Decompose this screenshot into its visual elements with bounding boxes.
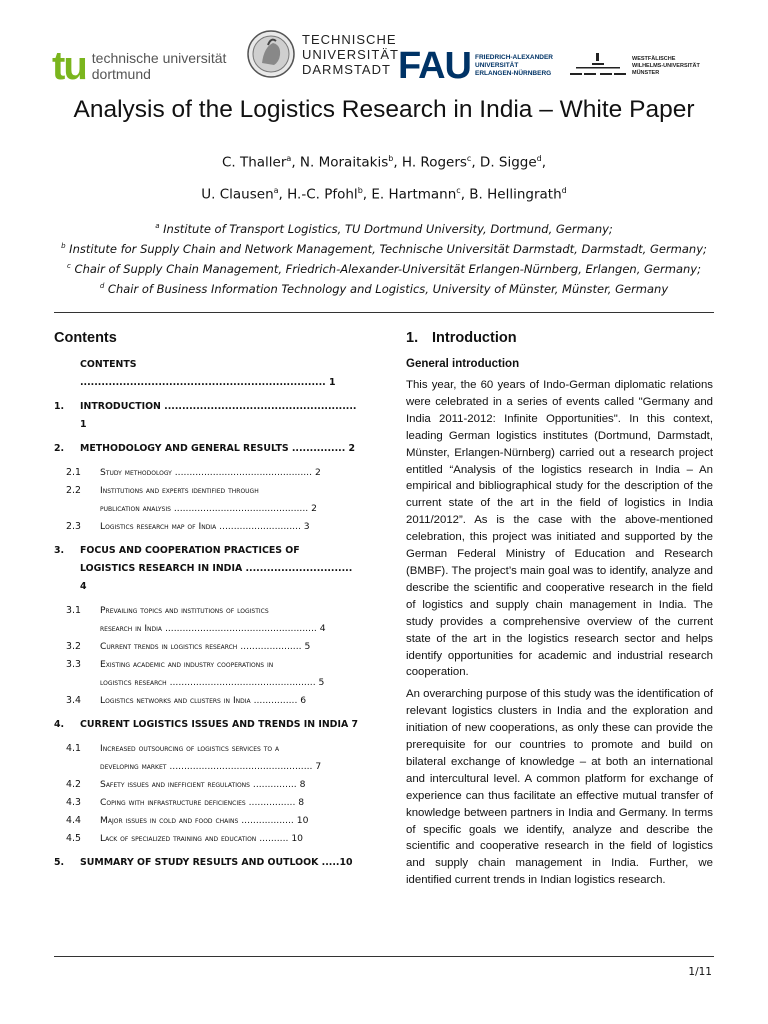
tu-dortmund-line2: dortmund	[91, 66, 151, 82]
toc-entry-text: Lack of specialized training and education .......... 10	[100, 833, 304, 844]
toc-entry[interactable]	[54, 602, 362, 620]
toc-entry-number: 2.1	[66, 467, 81, 478]
toc-entry-number: 4.1	[66, 743, 81, 754]
author-line-1	[0, 154, 768, 171]
author-separator: ,	[460, 186, 470, 203]
general-introduction-heading: General introduction	[406, 358, 520, 370]
wwu-line3: MÜNSTER	[632, 69, 660, 76]
author-affiliation-mark: c	[466, 154, 472, 163]
fau-line3: ERLANGEN-NÜRNBERG	[475, 70, 552, 77]
footer-divider	[54, 956, 714, 957]
toc-entry-text: Existing academic and industry cooperations in	[100, 659, 274, 670]
wwu-line1: WESTFÄLISCHE	[632, 55, 676, 62]
toc-entry-text: Increased outsourcing of logistics services to a	[100, 743, 280, 754]
toc-entry-number: 1.	[54, 401, 65, 412]
tu-dortmund-logo	[52, 38, 226, 94]
toc-entry[interactable]	[54, 500, 362, 518]
tu-dortmund-line1: technische universität	[91, 50, 227, 66]
toc-entry[interactable]	[54, 464, 362, 482]
toc-entry-text: CURRENT LOGISTICS ISSUES AND TRENDS IN INDIA 7	[80, 719, 358, 730]
toc-entry-number: 3.3	[66, 659, 81, 670]
toc-entry[interactable]	[54, 518, 362, 536]
author-separator: ,	[291, 154, 300, 171]
toc-entry-text: research in India .................................................... 4	[100, 623, 326, 634]
author-affiliation-mark: a	[273, 186, 279, 195]
fau-mark: FAU	[398, 45, 471, 87]
toc-entry-number: 4.4	[66, 815, 81, 826]
author-name: N. Moraitakis	[299, 154, 389, 171]
toc-entry-number: 3.	[54, 545, 65, 556]
author-line-2	[0, 186, 768, 203]
author-name: H.-C. Pfohl	[287, 186, 358, 203]
toc-entry-text: Study methodology ............................................... 2	[100, 467, 321, 478]
wwu-line2: WILHELMS-UNIVERSITÄT	[632, 62, 700, 69]
toc-entry[interactable]	[54, 716, 362, 734]
tu-darmstadt-logo	[246, 26, 399, 82]
toc-entry[interactable]	[54, 692, 362, 710]
toc-entry-text: SUMMARY OF STUDY RESULTS AND OUTLOOK .....10	[80, 857, 353, 868]
page-number: 1/11	[688, 966, 712, 978]
toc-entry-text: Safety issues and inefficient regulations ............... 8	[100, 779, 306, 790]
wwu-emblem-icon	[570, 51, 626, 81]
toc-entry-text: Current trends in logistics research ..................... 5	[100, 641, 311, 652]
introduction-section	[406, 330, 713, 894]
fau-logo	[398, 38, 553, 94]
tu-darmstadt-line3: DARMSTADT	[302, 61, 391, 77]
toc-entry-number: 2.3	[66, 521, 81, 532]
author-name: B. Hellingrath	[469, 186, 562, 203]
author-name: H. Rogers	[401, 154, 467, 171]
logo-bar	[50, 26, 730, 88]
toc-entry[interactable]	[54, 620, 362, 638]
toc-entry-text: INTRODUCTION ...................................................... 1	[80, 401, 357, 430]
tu-darmstadt-line1: TECHNISCHE	[302, 31, 397, 47]
toc-entry-text: Logistics networks and clusters in India ............... 6	[100, 695, 307, 706]
toc-entry[interactable]	[54, 830, 362, 848]
author-name: D. Sigge	[479, 154, 537, 171]
table-of-contents	[54, 330, 362, 872]
toc-entry[interactable]	[54, 758, 362, 776]
toc-entry[interactable]	[54, 440, 362, 458]
toc-entry[interactable]	[54, 398, 362, 434]
toc-entry[interactable]	[54, 560, 362, 596]
toc-entry-text: Institutions and experts identified through	[100, 485, 259, 496]
author-affiliation-mark: a	[286, 154, 292, 163]
author-affiliation-mark: d	[536, 154, 542, 163]
toc-entry-number: 3.2	[66, 641, 81, 652]
toc-entry[interactable]	[54, 656, 362, 674]
toc-entry-number: 4.5	[66, 833, 81, 844]
toc-entry-number: 5.	[54, 857, 65, 868]
affiliation-b: $^b$ Institute for Supply Chain and Network Management, Technische Universität Darmstadt, Darmstadt, Germany;	[61, 242, 707, 256]
toc-list	[54, 356, 362, 872]
author-separator: ,	[471, 154, 480, 171]
paper-title: Analysis of the Logistics Research in India – White Paper	[73, 96, 695, 123]
toc-entry[interactable]	[54, 482, 362, 500]
toc-entry-number: 3.4	[66, 695, 81, 706]
affiliation-c: $^c$ Chair of Supply Chain Management, Friedrich-Alexander-Universität Erlangen-Nürnberg, Erlangen, Germany;	[67, 262, 701, 276]
author-affiliation-mark: b	[388, 154, 394, 163]
toc-entry-text: Major issues in cold and food chains .................. 10	[100, 815, 309, 826]
toc-entry[interactable]	[54, 356, 362, 392]
toc-entry[interactable]	[54, 854, 362, 872]
toc-entry-number: 4.3	[66, 797, 81, 808]
author-separator: ,	[541, 154, 547, 171]
author-affiliation-mark: c	[456, 186, 461, 195]
toc-entry-number: 3.1	[66, 605, 81, 616]
section-title: Introduction	[432, 330, 517, 346]
author-name: C. Thaller	[221, 154, 287, 171]
header-divider	[54, 312, 714, 313]
toc-entry-text: logistics research .................................................. 5	[100, 677, 325, 688]
toc-entry-text: Prevailing topics and institutions of logistics	[100, 605, 269, 616]
fau-line1: FRIEDRICH-ALEXANDER	[475, 54, 553, 61]
intro-paragraph-2: An overarching purpose of this study was the identification of relevant logistics clusters in India and the exploration and initiation of new cooperations, as only these can provide the prerequisite for our countries to promote and build on bilateral exchange of knowledge – at both an international and intercultural level. A common platform for exchange of experience can thus facilitate an effective mutual transfer of knowledge between partners in India and Germany. In terms of specific goals we identify, analyze and describe the scientific and cooperative research in the field of logistics and supply chain management in India. Further, we identified current trends in Indian logistics research.	[406, 688, 713, 887]
toc-entry[interactable]	[54, 542, 362, 560]
toc-entry-number: 4.	[54, 719, 65, 730]
author-separator: ,	[278, 186, 288, 203]
toc-entry-text: developing market ................................................. 7	[100, 761, 322, 772]
affiliation-d: $^d$ Chair of Business Information Technology and Logistics, University of Münster, Münster, Germany	[99, 282, 669, 296]
toc-entry[interactable]	[54, 812, 362, 830]
author-name: E. Hartmann	[371, 186, 457, 203]
toc-entry[interactable]	[54, 674, 362, 692]
toc-entry[interactable]	[54, 794, 362, 812]
fau-line2: UNIVERSITÄT	[475, 62, 519, 69]
toc-entry-text: publication analysis .............................................. 2	[100, 503, 317, 514]
toc-entry[interactable]	[54, 740, 362, 758]
toc-entry-number: 2.	[54, 443, 65, 454]
affiliation-a: $^a$ Institute of Transport Logistics, TU Dortmund University, Dortmund, Germany;	[155, 222, 613, 236]
toc-entry-text: LOGISTICS RESEARCH IN INDIA .............................. 4	[80, 563, 353, 592]
athena-seal-icon	[246, 29, 296, 79]
tu-dortmund-mark: tu	[52, 44, 86, 88]
toc-entry-text: Coping with infrastructure deficiencies ................ 8	[100, 797, 305, 808]
author-separator: ,	[393, 154, 402, 171]
author-affiliation-mark: d	[561, 186, 567, 195]
toc-entry-number: 2.2	[66, 485, 81, 496]
toc-entry[interactable]	[54, 776, 362, 794]
wwu-logo	[570, 38, 700, 94]
toc-entry-text: CONTENTS ..................................................................... 1	[80, 359, 336, 388]
toc-entry[interactable]	[54, 638, 362, 656]
section-number: 1.	[406, 330, 419, 346]
toc-entry-text: FOCUS AND COOPERATION PRACTICES OF	[80, 545, 300, 556]
author-name: U. Clausen	[201, 186, 274, 203]
intro-paragraph-1: This year, the 60 years of Indo-German diplomatic relations were celebrated in a series of events called "Germany and India 2011-2012: Infinite Opportunities". In this context, leading German logistics institutes (Dortmund, Darmstadt, Münster, Erlangen-Nürnberg) carried out a research project entitled “Analysis of the logistics research in India – An empirical and bibliographical study for the description of the current state of the art in the field of logistics in India 2011/2012”. As is the case with the above-mentioned celebration, this project was initiated and supported by the German Federal Ministry of Education and Research (BMBF). The project’s main goal was to identify, analyze and describe the scientific and cooperative research in the field of logistics and supply chain management in India. The study provides a comprehensive overview of the current state of the art in the logistics research sector and helps identify opportunities for academic and industrial research cooperation.	[406, 379, 713, 679]
toc-entry-text: Logistics research map of India ............................ 3	[100, 521, 310, 532]
toc-entry-text: METHODOLOGY AND GENERAL RESULTS ............... 2	[80, 443, 356, 454]
introduction-heading	[406, 330, 713, 346]
tu-darmstadt-line2: UNIVERSITÄT	[302, 46, 399, 62]
contents-heading: Contents	[54, 330, 117, 346]
author-affiliation-mark: b	[357, 186, 363, 195]
toc-entry-number: 4.2	[66, 779, 81, 790]
author-separator: ,	[362, 186, 372, 203]
